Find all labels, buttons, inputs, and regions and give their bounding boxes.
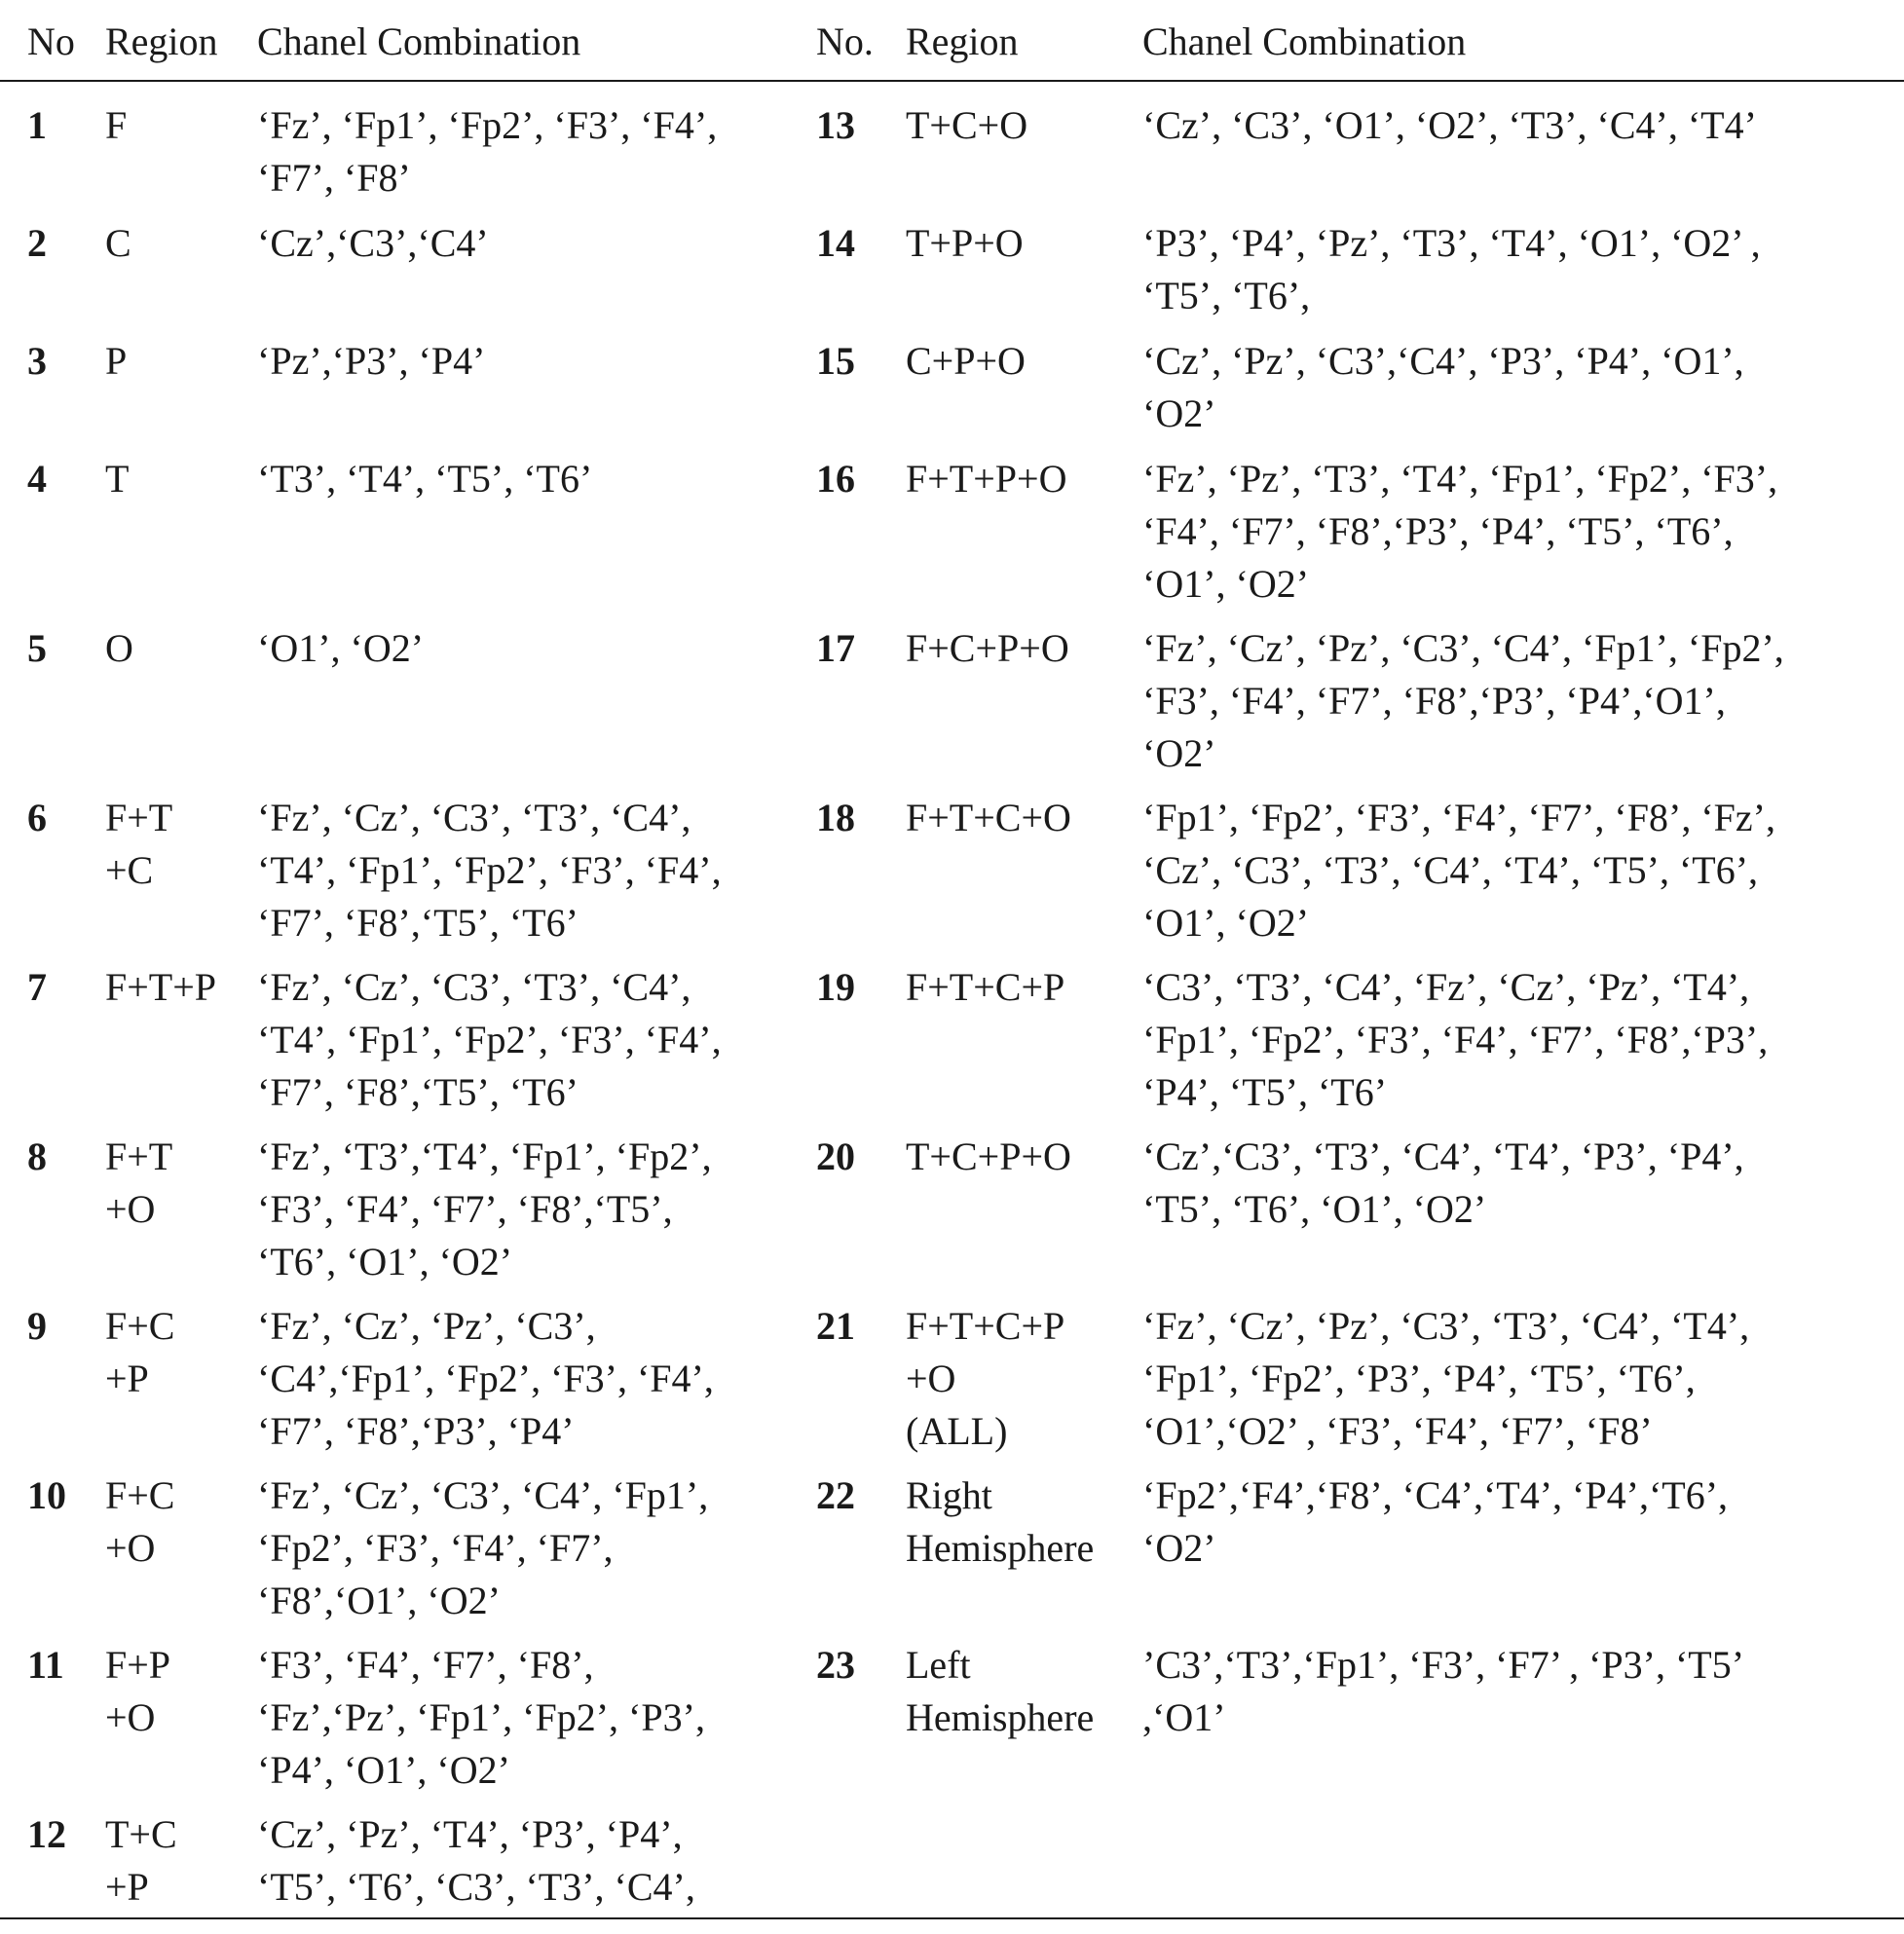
row-channels-left: ‘O1’, ‘O2’ (257, 626, 425, 670)
row-no-left: 9 (27, 1304, 47, 1348)
row-no-left: 2 (27, 221, 47, 265)
row-channels-right: ‘C3’, ‘T3’, ‘C4’, ‘Fz’, ‘Cz’, ‘Pz’, ‘T4’, ‘Fp1’, ‘Fp2’, ‘F3’, ‘F4’, ‘F7’, ‘F8’,‘P3’, ‘P4’, ‘T5’, ‘T6’ (1142, 965, 1769, 1114)
row-channels-right: ‘Fz’, ‘Cz’, ‘Pz’, ‘C3’, ‘T3’, ‘C4’, ‘T4’, ‘Fp1’, ‘Fp2’, ‘P3’, ‘P4’, ‘T5’, ‘T6’, ‘O1’,‘O2’ , ‘F3’, ‘F4’, ‘F7’, ‘F8’ (1142, 1304, 1750, 1453)
header-channel-right: Chanel Combination (1142, 0, 1904, 81)
row-channels-left: ‘Cz’, ‘Pz’, ‘T4’, ‘P3’, ‘P4’, ‘T5’, ‘T6’, ‘C3’, ‘T3’, ‘C4’, (257, 1808, 816, 1918)
row-channels-left: ‘Pz’,‘P3’, ‘P4’ (257, 339, 486, 383)
row-channels-left: ‘Fz’, ‘Fp1’, ‘Fp2’, ‘F3’, ‘F4’, ‘F7’, ‘F8’ (257, 103, 718, 200)
row-no-right: 17 (816, 626, 855, 670)
row-no-left: 11 (27, 1643, 64, 1687)
row-region-right: F+T+C+O (906, 796, 1071, 839)
row-no-left: 6 (27, 796, 47, 839)
row-region-right: C+P+O (906, 339, 1026, 383)
row-no-left: 7 (27, 965, 47, 1009)
header-channel-left: Chanel Combination (257, 0, 816, 81)
row-region-right: T+C+P+O (906, 1134, 1071, 1178)
table-row (0, 81, 1904, 217)
row-no-left: 1 (27, 103, 47, 147)
row-no-right: 13 (816, 103, 855, 147)
row-no-right: 14 (816, 221, 855, 265)
row-region-left: C (105, 221, 131, 265)
row-channels-left: ‘Fz’, ‘T3’,‘T4’, ‘Fp1’, ‘Fp2’, ‘F3’, ‘F4’, ‘F7’, ‘F8’,‘T5’, ‘T6’, ‘O1’, ‘O2’ (257, 1134, 712, 1283)
row-no-right: 21 (816, 1304, 855, 1348)
row-region-right: T+P+O (906, 221, 1024, 265)
row-region-left: O (105, 626, 133, 670)
table-row (0, 1639, 1904, 1808)
table-body (0, 81, 1904, 1918)
row-channels-left: ‘Fz’, ‘Cz’, ‘C3’, ‘T3’, ‘C4’, ‘T4’, ‘Fp1’, ‘Fp2’, ‘F3’, ‘F4’, ‘F7’, ‘F8’,‘T5’, ‘T6’ (257, 796, 722, 945)
row-no-right: 18 (816, 796, 855, 839)
row-region-right: F+C+P+O (906, 626, 1069, 670)
row-no-left: 12 (0, 1808, 105, 1918)
row-region-left: F+T +C (105, 796, 173, 892)
row-no-left: 8 (27, 1134, 47, 1178)
header-no-left: No (0, 0, 105, 81)
row-no-left: 3 (27, 339, 47, 383)
header-no-right: No. (816, 0, 906, 81)
row-channels-left: ‘Fz’, ‘Cz’, ‘Pz’, ‘C3’, ‘C4’,‘Fp1’, ‘Fp2’, ‘F3’, ‘F4’, ‘F7’, ‘F8’,‘P3’, ‘P4’ (257, 1304, 714, 1453)
row-no-right (816, 1808, 906, 1918)
row-channels-right: ‘Fz’, ‘Cz’, ‘Pz’, ‘C3’, ‘C4’, ‘Fp1’, ‘Fp2’, ‘F3’, ‘F4’, ‘F7’, ‘F8’,‘P3’, ‘P4’,‘O1’, ‘O2’ (1142, 626, 1784, 775)
table-row (0, 1469, 1904, 1639)
row-region-left: F+T +O (105, 1134, 173, 1231)
row-channels-right: ‘Fp2’,‘F4’,‘F8’, ‘C4’,‘T4’, ‘P4’,‘T6’, ‘O2’ (1142, 1473, 1729, 1570)
header-region-left: Region (105, 0, 257, 81)
row-channels-right: ‘Cz’, ‘Pz’, ‘C3’,‘C4’, ‘P3’, ‘P4’, ‘O1’, ‘O2’ (1142, 339, 1744, 435)
row-channels-right: ‘Cz’,‘C3’, ‘T3’, ‘C4’, ‘T4’, ‘P3’, ‘P4’, ‘T5’, ‘T6’, ‘O1’, ‘O2’ (1142, 1134, 1744, 1231)
table-row (0, 1131, 1904, 1300)
row-no-left: 5 (27, 626, 47, 670)
row-channels-left: ‘T3’, ‘T4’, ‘T5’, ‘T6’ (257, 457, 593, 501)
row-no-left: 10 (27, 1473, 66, 1517)
row-region-left: F (105, 103, 128, 147)
table-row (0, 1300, 1904, 1469)
row-no-right: 15 (816, 339, 855, 383)
table-row (0, 217, 1904, 335)
table-row (0, 453, 1904, 622)
row-region-right: F+T+C+P (906, 965, 1065, 1009)
row-channels-right: ‘P3’, ‘P4’, ‘Pz’, ‘T3’, ‘T4’, ‘O1’, ‘O2’ , ‘T5’, ‘T6’, (1142, 221, 1761, 317)
row-channels-left: ‘Fz’, ‘Cz’, ‘C3’, ‘C4’, ‘Fp1’, ‘Fp2’, ‘F3’, ‘F4’, ‘F7’, ‘F8’,‘O1’, ‘O2’ (257, 1473, 709, 1622)
row-region-left: T (105, 457, 130, 501)
table-row (0, 335, 1904, 453)
table-row (0, 961, 1904, 1131)
row-region-right: F+T+C+P +O (ALL) (906, 1304, 1065, 1453)
table-header-row (0, 0, 1904, 81)
row-channels-right: ‘Cz’, ‘C3’, ‘O1’, ‘O2’, ‘T3’, ‘C4’, ‘T4’ (1142, 103, 1757, 147)
row-channels-right: ‘Fp1’, ‘Fp2’, ‘F3’, ‘F4’, ‘F7’, ‘F8’, ‘Fz’, ‘Cz’, ‘C3’, ‘T3’, ‘C4’, ‘T4’, ‘T5’, ‘T6’, ‘O1’, ‘O2’ (1142, 796, 1775, 945)
row-region-left: T+C +P (105, 1808, 257, 1918)
row-region-left: F+C +O (105, 1473, 175, 1570)
row-channels-left: ‘Cz’,‘C3’,‘C4’ (257, 221, 489, 265)
row-region-right (906, 1808, 1142, 1918)
row-region-left: F+P +O (105, 1643, 171, 1739)
row-region-left: F+C +P (105, 1304, 175, 1400)
row-region-right: Right Hemisphere (906, 1473, 1095, 1570)
row-no-left: 4 (27, 457, 47, 501)
row-region-right: T+C+O (906, 103, 1028, 147)
table-row (0, 622, 1904, 792)
row-region-left: P (105, 339, 128, 383)
table-row (0, 1808, 1904, 1918)
row-no-right: 19 (816, 965, 855, 1009)
row-region-left: F+T+P (105, 965, 217, 1009)
row-channels-left: ‘Fz’, ‘Cz’, ‘C3’, ‘T3’, ‘C4’, ‘T4’, ‘Fp1’, ‘Fp2’, ‘F3’, ‘F4’, ‘F7’, ‘F8’,‘T5’, ‘T6’ (257, 965, 722, 1114)
row-no-right: 16 (816, 457, 855, 501)
row-channels-right: ’C3’,‘T3’,‘Fp1’, ‘F3’, ‘F7’ , ‘P3’, ‘T5’ ,‘O1’ (1142, 1643, 1745, 1739)
row-no-right: 23 (816, 1643, 855, 1687)
table-row (0, 792, 1904, 961)
row-no-right: 22 (816, 1473, 855, 1517)
row-region-right: F+T+P+O (906, 457, 1067, 501)
row-channels-right: ‘Fz’, ‘Pz’, ‘T3’, ‘T4’, ‘Fp1’, ‘Fp2’, ‘F3’, ‘F4’, ‘F7’, ‘F8’,‘P3’, ‘P4’, ‘T5’, ‘T6’, ‘O1’, ‘O2’ (1142, 457, 1778, 606)
row-channels-left: ‘F3’, ‘F4’, ‘F7’, ‘F8’, ‘Fz’,‘Pz’, ‘Fp1’, ‘Fp2’, ‘P3’, ‘P4’, ‘O1’, ‘O2’ (257, 1643, 705, 1792)
row-channels-right (1142, 1808, 1904, 1918)
row-no-right: 20 (816, 1134, 855, 1178)
header-region-right: Region (906, 0, 1142, 81)
row-region-right: Left Hemisphere (906, 1643, 1095, 1739)
